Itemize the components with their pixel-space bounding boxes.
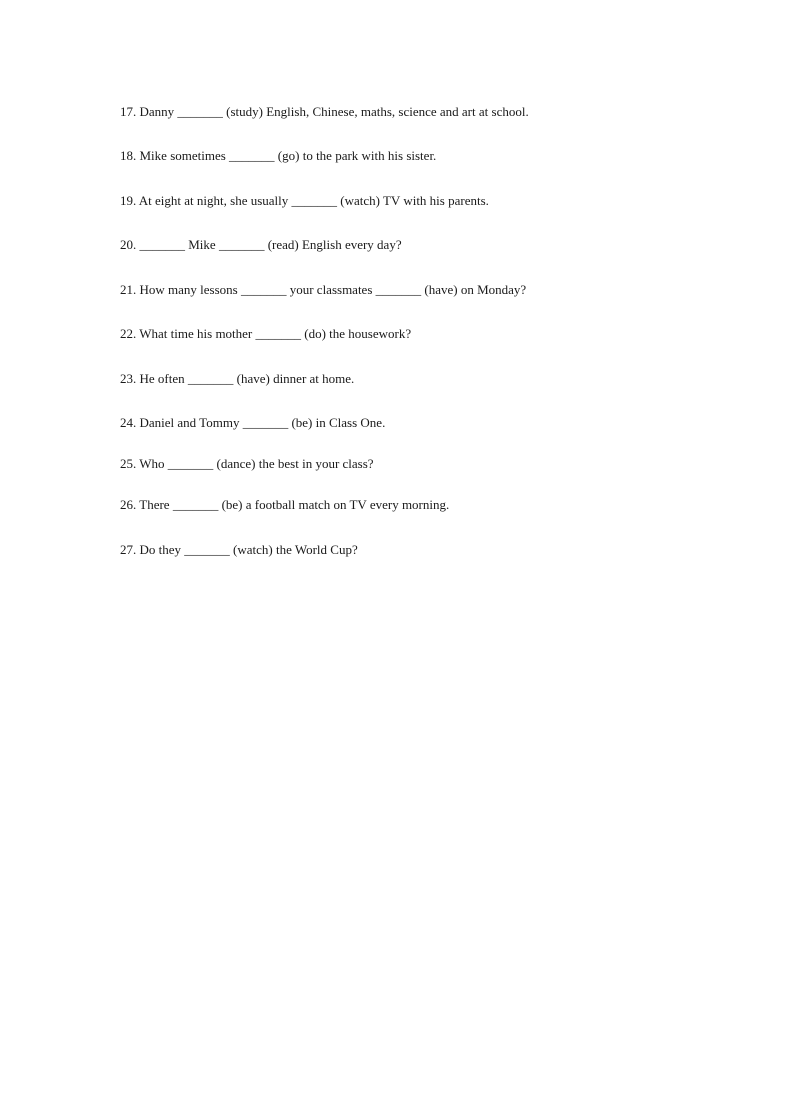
- exercise-22: 22. What time his mother _______ (do) the housework?: [120, 326, 412, 341]
- exercise-27: 27. Do they _______ (watch) the World Cup?: [120, 542, 358, 557]
- exercise-26: 26. There _______ (be) a football match on TV every morning.: [120, 497, 450, 512]
- exercise-18: 18. Mike sometimes _______ (go) to the park with his sister.: [120, 148, 437, 163]
- exercise-17: 17. Danny _______ (study) English, Chinese, maths, science and art at school.: [120, 104, 529, 119]
- exercise-25: 25. Who _______ (dance) the best in your class?: [120, 456, 374, 471]
- exercise-23: 23. He often _______ (have) dinner at home.: [120, 371, 355, 386]
- exercise-20: 20. _______ Mike _______ (read) English every day?: [120, 237, 402, 252]
- exercise-24: 24. Daniel and Tommy _______ (be) in Class One.: [120, 415, 386, 430]
- exercise-21: 21. How many lessons _______ your classmates _______ (have) on Monday?: [120, 282, 527, 297]
- exercise-19: 19. At eight at night, she usually _______ (watch) TV with his parents.: [120, 193, 489, 208]
